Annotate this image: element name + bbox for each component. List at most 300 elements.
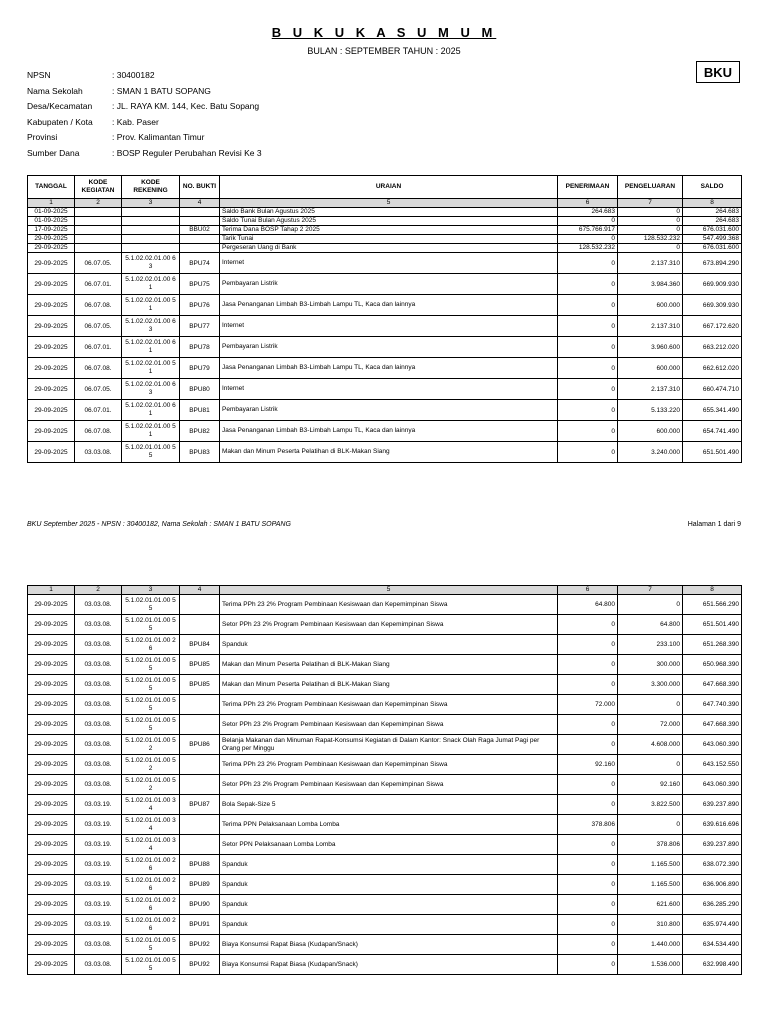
table-cell: 29-09-2025 (28, 295, 75, 316)
page-footer-left: BKU September 2025 - NPSN : 30400182, Nama Sekolah : SMAN 1 BATU SOPANG (27, 521, 291, 528)
table-cell: 29-09-2025 (28, 235, 75, 244)
table-cell: 03.03.19. (75, 835, 122, 855)
table-row (28, 316, 742, 337)
table-cell: BPU76 (180, 295, 220, 316)
table-cell: 0 (558, 442, 618, 463)
table-cell (75, 226, 122, 235)
column-number: 1 (28, 586, 75, 595)
table-cell: 547.499.368 (683, 235, 742, 244)
table-cell (122, 235, 180, 244)
table-cell: 1.165.500 (618, 855, 683, 875)
table-cell: 0 (618, 755, 683, 775)
table-cell: 3.822.500 (618, 795, 683, 815)
table-cell: 636.906.890 (683, 875, 742, 895)
table-cell (122, 226, 180, 235)
table-cell: 29-09-2025 (28, 615, 75, 635)
info-row (27, 146, 262, 162)
table-cell (180, 815, 220, 835)
table-cell: 0 (618, 217, 683, 226)
table-cell: Makan dan Minum Peserta Pelatihan di BLK-Makan Siang (220, 655, 558, 675)
table-cell: BPU92 (180, 955, 220, 975)
table-cell: Terima Dana BOSP Tahap 2 2025 (220, 226, 558, 235)
table-cell (180, 208, 220, 217)
table-cell: 3.960.600 (618, 337, 683, 358)
table-cell: Biaya Konsumsi Rapat Biasa (Kudapan/Snack) (220, 955, 558, 975)
table-cell: 264.683 (683, 208, 742, 217)
table-cell: 29-09-2025 (28, 695, 75, 715)
table-cell: Terima PPh 23 2% Program Pembinaan Kesiswaan dan Kepemimpinan Siswa (220, 595, 558, 615)
table-cell: 5.1.02.02.01.00 63 (122, 379, 180, 400)
table-cell: 06.07.01. (75, 400, 122, 421)
table-cell: 29-09-2025 (28, 379, 75, 400)
table-row (28, 235, 742, 244)
table-cell: 03.03.08. (75, 715, 122, 735)
table-cell: 03.03.19. (75, 915, 122, 935)
table-cell: 5.1.02.02.01.00 61 (122, 337, 180, 358)
table-cell: 5.1.02.02.01.00 51 (122, 358, 180, 379)
table-row (28, 955, 742, 975)
column-header: KODE KEGIATAN (75, 176, 122, 199)
table-cell: BPU82 (180, 421, 220, 442)
table-row (28, 615, 742, 635)
table-cell: 29-09-2025 (28, 755, 75, 775)
table-cell: 0 (618, 595, 683, 615)
table-cell: 03.03.08. (75, 755, 122, 775)
table-cell: 17-09-2025 (28, 226, 75, 235)
table-cell: BPU92 (180, 935, 220, 955)
table-cell: BBU02 (180, 226, 220, 235)
table-cell: 03.03.08. (75, 695, 122, 715)
table-cell: 0 (558, 835, 618, 855)
table-cell: 639.237.890 (683, 835, 742, 855)
column-header: TANGGAL (28, 176, 75, 199)
table-cell (180, 755, 220, 775)
column-header: NO. BUKTI (180, 176, 220, 199)
table-row (28, 595, 742, 615)
table-cell: 5.1.02.01.01.00 55 (122, 675, 180, 695)
column-number: 6 (558, 586, 618, 595)
info-label: NPSN (27, 70, 51, 80)
table-row (28, 253, 742, 274)
table-cell: 647.740.390 (683, 695, 742, 715)
table-cell: 643.060.390 (683, 775, 742, 795)
table-cell: 1.440.000 (618, 935, 683, 955)
column-number: 3 (122, 199, 180, 208)
table-row (28, 835, 742, 855)
table-cell: 5.133.220 (618, 400, 683, 421)
table-cell: 651.501.490 (683, 442, 742, 463)
table-cell: 3.300.000 (618, 675, 683, 695)
table-cell: BPU75 (180, 274, 220, 295)
table-cell: Jasa Penanganan Limbah B3-Limbah Lampu TL, Kaca dan lainnya (220, 295, 558, 316)
table-row (28, 295, 742, 316)
column-number: 1 (28, 199, 75, 208)
table-cell: 0 (558, 421, 618, 442)
table-cell (122, 208, 180, 217)
column-number: 3 (122, 586, 180, 595)
table-cell: 29-09-2025 (28, 316, 75, 337)
table-cell: 5.1.02.01.01.00 26 (122, 855, 180, 875)
table-cell: 72.000 (618, 715, 683, 735)
table-cell: 0 (558, 855, 618, 875)
table-cell: 378.806 (618, 835, 683, 855)
table-cell: 06.07.08. (75, 421, 122, 442)
table-cell: 651.501.490 (683, 615, 742, 635)
column-number: 8 (683, 586, 742, 595)
table-cell: 03.03.08. (75, 655, 122, 675)
info-label: Nama Sekolah (27, 85, 83, 96)
table-cell: BPU77 (180, 316, 220, 337)
table-cell: Spanduk (220, 855, 558, 875)
table-cell: Pergeseran Uang di Bank (220, 244, 558, 253)
table-cell: BPU78 (180, 337, 220, 358)
column-number: 4 (180, 199, 220, 208)
column-number: 4 (180, 586, 220, 595)
table-cell: 2.137.310 (618, 379, 683, 400)
table-cell: 29-09-2025 (28, 635, 75, 655)
table-cell: 01-09-2025 (28, 217, 75, 226)
table-cell (180, 235, 220, 244)
table-cell: 29-09-2025 (28, 915, 75, 935)
table-cell: 92.160 (618, 775, 683, 795)
column-number: 2 (75, 586, 122, 595)
table-cell: 643.152.550 (683, 755, 742, 775)
table-cell: 0 (558, 235, 618, 244)
table-row (28, 337, 742, 358)
table-cell: 29-09-2025 (28, 400, 75, 421)
table-cell: Setor PPN Pelaksanaan Lomba Lomba (220, 835, 558, 855)
table-cell: 621.600 (618, 895, 683, 915)
table-row (28, 379, 742, 400)
table-cell (75, 217, 122, 226)
column-number: 5 (220, 586, 558, 595)
table-cell: Terima PPN Pelaksanaan Lomba Lomba (220, 815, 558, 835)
info-row (27, 115, 262, 131)
table-cell: BPU74 (180, 253, 220, 274)
table-cell: 0 (558, 316, 618, 337)
table-cell: 29-09-2025 (28, 855, 75, 875)
table-cell: 673.894.290 (683, 253, 742, 274)
table-row (28, 274, 742, 295)
table-cell: BPU91 (180, 915, 220, 935)
table-cell: 378.806 (558, 815, 618, 835)
info-row (27, 68, 262, 84)
table-cell: 662.612.020 (683, 358, 742, 379)
table-row (28, 795, 742, 815)
table-cell: 647.668.390 (683, 675, 742, 695)
table-cell: 0 (558, 635, 618, 655)
table-cell: 0 (558, 875, 618, 895)
table-cell: 29-09-2025 (28, 655, 75, 675)
table-cell: 0 (618, 244, 683, 253)
table-cell: 5.1.02.02.01.00 51 (122, 295, 180, 316)
column-header: URAIAN (220, 176, 558, 199)
table-cell: 647.668.390 (683, 715, 742, 735)
table-cell: 600.000 (618, 295, 683, 316)
table-cell: Setor PPh 23 2% Program Pembinaan Kesiswaan dan Kepemimpinan Siswa (220, 715, 558, 735)
table-cell: Terima PPh 23 2% Program Pembinaan Kesiswaan dan Kepemimpinan Siswa (220, 695, 558, 715)
info-value: : SMAN 1 BATU SOPANG (112, 85, 211, 96)
table-cell: 5.1.02.01.01.00 55 (122, 655, 180, 675)
table-cell: 0 (558, 775, 618, 795)
info-label: Desa/Kecamatan (27, 101, 93, 111)
info-label: Provinsi (27, 132, 58, 142)
table-cell: Biaya Konsumsi Rapat Biasa (Kudapan/Snack) (220, 935, 558, 955)
table-cell (75, 235, 122, 244)
table-cell: Spanduk (220, 635, 558, 655)
table-cell: 300.000 (618, 655, 683, 675)
table-row (28, 855, 742, 875)
table-cell: 64.800 (558, 595, 618, 615)
table-cell: 233.100 (618, 635, 683, 655)
table-cell: 03.03.08. (75, 955, 122, 975)
table-row (28, 635, 742, 655)
table-cell: 06.07.08. (75, 358, 122, 379)
table-cell: 5.1.02.01.01.00 55 (122, 955, 180, 975)
table-cell: 676.031.600 (683, 244, 742, 253)
table-cell: 03.03.08. (75, 675, 122, 695)
table-cell: BPU85 (180, 655, 220, 675)
table-cell: Spanduk (220, 915, 558, 935)
table-cell: 0 (558, 735, 618, 755)
column-number: 7 (618, 199, 683, 208)
table-cell: 29-09-2025 (28, 955, 75, 975)
info-row (27, 130, 262, 146)
info-row (27, 99, 262, 115)
table-cell: 643.060.390 (683, 735, 742, 755)
table-row (28, 226, 742, 235)
table-cell: 0 (558, 274, 618, 295)
info-value: : Kab. Paser (112, 116, 159, 127)
table-cell: 2.137.310 (618, 253, 683, 274)
table-cell: 01-09-2025 (28, 208, 75, 217)
table-cell: 667.172.620 (683, 316, 742, 337)
table-cell: 03.03.19. (75, 815, 122, 835)
table-row (28, 815, 742, 835)
table-cell: BPU81 (180, 400, 220, 421)
table-row (28, 715, 742, 735)
table-row (28, 358, 742, 379)
table-row (28, 755, 742, 775)
table-cell: 29-09-2025 (28, 274, 75, 295)
info-value: : 30400182 (112, 70, 155, 80)
table-cell: 0 (558, 715, 618, 735)
bku-badge: BKU (696, 61, 740, 83)
table-cell: 29-09-2025 (28, 735, 75, 755)
table-cell: 675.766.917 (558, 226, 618, 235)
table-cell: 0 (618, 695, 683, 715)
table-cell: 600.000 (618, 421, 683, 442)
table-cell: 03.03.08. (75, 615, 122, 635)
table-cell: 0 (558, 675, 618, 695)
table-cell: 03.03.19. (75, 875, 122, 895)
table-cell: 92.160 (558, 755, 618, 775)
table-cell: Pembayaran Listrik (220, 400, 558, 421)
school-info (27, 68, 262, 161)
table-row (28, 655, 742, 675)
table-cell: 5.1.02.02.01.00 63 (122, 316, 180, 337)
column-header: PENGELUARAN (618, 176, 683, 199)
table-cell: 128.532.232 (558, 244, 618, 253)
column-number-row (28, 586, 742, 595)
table-cell: 5.1.02.01.01.00 52 (122, 735, 180, 755)
page-number: Halaman 1 dari 9 (687, 521, 741, 528)
table-cell: 669.909.930 (683, 274, 742, 295)
table-cell: 654.741.490 (683, 421, 742, 442)
table-cell: Saldo Tunai Bulan Agustus 2025 (220, 217, 558, 226)
table-cell: 5.1.02.01.01.00 52 (122, 775, 180, 795)
table-cell: BPU85 (180, 675, 220, 695)
table-cell: 0 (558, 895, 618, 915)
info-row (27, 84, 262, 100)
table-cell: Jasa Penanganan Limbah B3-Limbah Lampu TL, Kaca dan lainnya (220, 358, 558, 379)
table-cell: 638.072.390 (683, 855, 742, 875)
table-cell: 4.608.000 (618, 735, 683, 755)
table-cell: 663.212.020 (683, 337, 742, 358)
table-cell: 0 (558, 295, 618, 316)
table-cell: Internet (220, 379, 558, 400)
table-cell: 03.03.19. (75, 795, 122, 815)
table-cell: 5.1.02.01.01.00 52 (122, 755, 180, 775)
table-row (28, 421, 742, 442)
info-label: Kabupaten / Kota (27, 116, 93, 127)
table-cell: 03.03.08. (75, 635, 122, 655)
table-cell: Terima PPh 23 2% Program Pembinaan Kesiswaan dan Kepemimpinan Siswa (220, 755, 558, 775)
table-cell: 03.03.08. (75, 442, 122, 463)
table-cell: Spanduk (220, 875, 558, 895)
table-cell: Spanduk (220, 895, 558, 915)
table-cell: 310.800 (618, 915, 683, 935)
table-cell: BPU80 (180, 379, 220, 400)
table-cell: Tarik Tunai (220, 235, 558, 244)
table-cell: Makan dan Minum Peserta Pelatihan di BLK-Makan Siang (220, 675, 558, 695)
table-cell: 29-09-2025 (28, 337, 75, 358)
table-cell: 5.1.02.01.01.00 26 (122, 635, 180, 655)
table-cell: 5.1.02.01.01.00 55 (122, 695, 180, 715)
table-cell: 635.974.490 (683, 915, 742, 935)
table-cell: 0 (558, 358, 618, 379)
table-cell: 5.1.02.02.01.00 51 (122, 421, 180, 442)
table-cell: BPU86 (180, 735, 220, 755)
table-cell: 0 (558, 337, 618, 358)
table-cell: BPU79 (180, 358, 220, 379)
table-cell: Pembayaran Listrik (220, 337, 558, 358)
table-cell: 634.534.490 (683, 935, 742, 955)
table-cell: Internet (220, 253, 558, 274)
table-cell: 29-09-2025 (28, 935, 75, 955)
table-row (28, 775, 742, 795)
table-cell: 29-09-2025 (28, 775, 75, 795)
table-cell: BPU89 (180, 875, 220, 895)
table-cell: 03.03.08. (75, 935, 122, 955)
table-cell: 128.532.232 (618, 235, 683, 244)
table-cell: 29-09-2025 (28, 715, 75, 735)
table-cell: 29-09-2025 (28, 595, 75, 615)
table-cell: 06.07.08. (75, 295, 122, 316)
column-header: SALDO (683, 176, 742, 199)
cash-book-table-page-1 (27, 175, 742, 463)
table-cell: Makan dan Minum Peserta Pelatihan di BLK-Makan Siang (220, 442, 558, 463)
table-cell: 03.03.19. (75, 895, 122, 915)
table-cell: 5.1.02.01.01.00 55 (122, 935, 180, 955)
table-cell: 636.285.290 (683, 895, 742, 915)
table-cell (180, 217, 220, 226)
table-row (28, 217, 742, 226)
table-row (28, 695, 742, 715)
table-cell: 0 (558, 615, 618, 635)
table-cell: 5.1.02.02.01.00 61 (122, 400, 180, 421)
table-cell: Jasa Penanganan Limbah B3-Limbah Lampu TL, Kaca dan lainnya (220, 421, 558, 442)
table-cell: 5.1.02.01.01.00 26 (122, 875, 180, 895)
table-cell: 06.07.01. (75, 274, 122, 295)
table-cell: 29-09-2025 (28, 895, 75, 915)
table-cell: Internet (220, 316, 558, 337)
table-cell: 0 (618, 226, 683, 235)
table-cell: Setor PPh 23 2% Program Pembinaan Kesiswaan dan Kepemimpinan Siswa (220, 615, 558, 635)
table-cell: 5.1.02.02.01.00 63 (122, 253, 180, 274)
column-number: 6 (558, 199, 618, 208)
table-cell: 0 (558, 915, 618, 935)
table-row (28, 735, 742, 755)
info-label: Sumber Dana (27, 147, 80, 158)
table-cell: BPU83 (180, 442, 220, 463)
table-cell (180, 775, 220, 795)
table-row (28, 675, 742, 695)
document-subtitle: BULAN : SEPTEMBER TAHUN : 2025 (307, 46, 461, 56)
table-cell: 676.031.600 (683, 226, 742, 235)
table-cell: 5.1.02.01.01.00 34 (122, 835, 180, 855)
table-cell: 632.998.490 (683, 955, 742, 975)
table-row (28, 895, 742, 915)
table-cell: 5.1.02.01.01.00 55 (122, 715, 180, 735)
table-cell (180, 595, 220, 615)
table-cell: 264.683 (558, 208, 618, 217)
table-cell: 5.1.02.01.01.00 55 (122, 595, 180, 615)
table-cell: 29-09-2025 (28, 253, 75, 274)
table-cell: 2.137.310 (618, 316, 683, 337)
table-cell (180, 695, 220, 715)
table-cell: 0 (558, 795, 618, 815)
table-row (28, 244, 742, 253)
table-cell: BPU90 (180, 895, 220, 915)
table-row (28, 442, 742, 463)
table-cell: 0 (558, 955, 618, 975)
table-cell: 0 (558, 400, 618, 421)
table-cell: Saldo Bank Bulan Agustus 2025 (220, 208, 558, 217)
table-cell: 06.07.01. (75, 337, 122, 358)
column-number: 2 (75, 199, 122, 208)
table-cell (75, 208, 122, 217)
column-number: 5 (220, 199, 558, 208)
table-row (28, 208, 742, 217)
table-cell: 5.1.02.01.01.00 34 (122, 795, 180, 815)
info-value: : BOSP Reguler Perubahan Revisi Ke 3 (112, 147, 262, 158)
table-cell (180, 835, 220, 855)
table-cell (122, 244, 180, 253)
table-cell: 03.03.19. (75, 855, 122, 875)
table-cell: 0 (558, 935, 618, 955)
table-cell: 3.240.000 (618, 442, 683, 463)
table-cell: Pembayaran Listrik (220, 274, 558, 295)
table-cell: 5.1.02.01.01.00 26 (122, 895, 180, 915)
table-cell: 29-09-2025 (28, 675, 75, 695)
table-cell: 0 (558, 379, 618, 400)
table-cell: 29-09-2025 (28, 244, 75, 253)
info-value: : Prov. Kalimantan Timur (112, 132, 205, 142)
table-cell: 64.800 (618, 615, 683, 635)
table-cell: 03.03.08. (75, 595, 122, 615)
column-number: 8 (683, 199, 742, 208)
